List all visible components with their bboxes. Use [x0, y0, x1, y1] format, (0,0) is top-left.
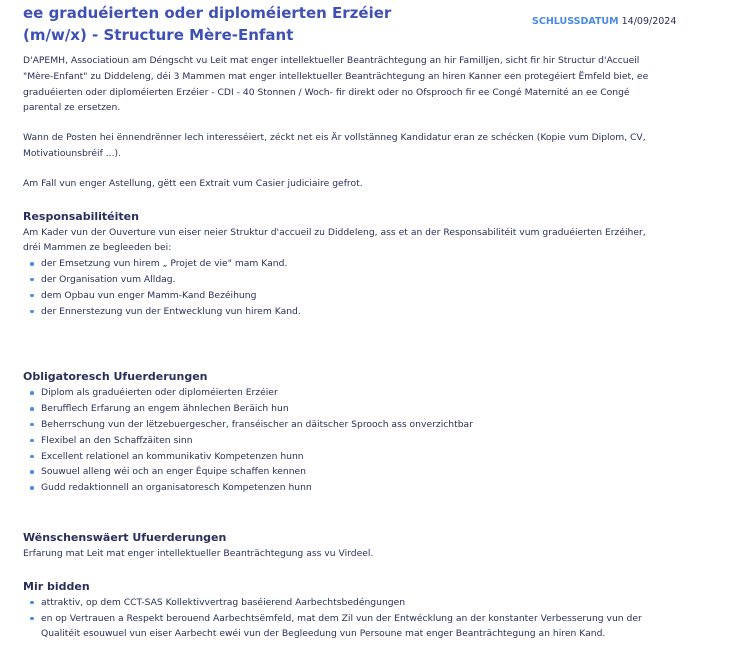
list-item: dem Opbau vun enger Mamm-Kand Bezéihung [23, 288, 663, 304]
bullet-icon [30, 262, 34, 266]
responsibilities-text: Am Kader vun der Ouverture vun eiser neier Struktur d'accueil zu Diddeleng, ass et an der Responsabilitéit vum graduéierten Erzéiher, dréi Mammen ze begleeden bei: [23, 226, 646, 254]
bullet-icon [30, 391, 34, 395]
list-item: der Ennerstezung vun der Entwecklung vun hirem Kand. [23, 304, 663, 320]
requirements-list [23, 385, 663, 496]
list-item: Souwuel alleng wéi och an enger Équipe schaffen kennen [23, 464, 663, 480]
list-item: der Organisation vum Alldag. [23, 272, 663, 288]
list-item: Flexibel an den Schaffzäiten sinn [23, 433, 663, 449]
list-item: Excellent relationel an kommunikativ Kompetenzen hunn [23, 449, 663, 465]
list-item: en op Vertrauen a Respekt berouend Aarbechtsëmfeld, mat dem Zil vun der Entwécklung an der konstanter Verbesserung vun der Qualitéit esouwuel vun eiser Aarbecht ewéi vun der Begleedung vun Persoune mat enger Beanträchtegung an hiren Kand. [23, 611, 663, 643]
requirements-heading: Obligatoresch Ufuerderungen [23, 370, 208, 384]
bullet-icon [30, 455, 34, 459]
deadline-label: SCHLUSSDATUM [532, 16, 619, 27]
desired-heading: Wënschenswäert Ufuerderungen [23, 530, 227, 544]
bullet-icon [30, 439, 34, 443]
list-item: attraktiv, op dem CCT-SAS Kollektivvertrag baséierend Aarbechtsbedéngungen [23, 595, 663, 611]
list-item: der Emsetzung vun hirem „ Projet de vie" mam Kand. [23, 256, 663, 272]
deadline-value: 14/09/2024 [621, 16, 677, 27]
bullet-icon [30, 601, 34, 605]
job-title-line-1: ee graduéierten oder diploméierten Erzéier [23, 4, 392, 22]
deadline [532, 16, 676, 27]
bullet-icon [30, 407, 34, 411]
offer-heading: Mir bidden [23, 579, 90, 593]
list-item: Beherrschung vun der lëtzebuergescher, franséischer an däitscher Sprooch ass onverzichtbar [23, 417, 663, 433]
responsibilities-heading: Responsabilitéiten [23, 209, 139, 223]
bullet-icon [30, 310, 34, 314]
responsibilities-list [23, 256, 663, 319]
list-item: Gudd redaktionnell an organisatoresch Kompetenzen hunn [23, 480, 663, 496]
list-item: Berufflech Erfarung an engem ähnlechen Beräich hun [23, 401, 663, 417]
bullet-icon [30, 470, 34, 474]
bullet-icon [30, 294, 34, 298]
intro-paragraph-1: D'APEMH, Associatioun am Déngscht vu Leit mat enger intellektueller Beanträchtegung an hir Familljen, sicht fir hir Structur d'Accueil "Mère-Enfant" zu Diddeleng, déi 3 Mammen mat enger intellektueller Beanträchtegung an hiren Kanner een protegéiert Ëmfeld biet, ee graduéierten oder diploméierten Erzéier - CDI - 40 Stonnen / Woch- fir direkt oder no Ofsprooch fir ee Congé Maternité an ee Congé parental ze ersetzen. [23, 55, 649, 114]
bullet-icon [30, 278, 34, 282]
job-title [23, 2, 503, 46]
intro-paragraph-3: Am Fall vun enger Astellung, gëtt een Extrait vum Casier judiciaire gefrot. [23, 177, 363, 189]
bullet-icon [30, 617, 34, 621]
intro-paragraph-2: Wann de Posten hei ënnendrënner lech interesséiert, zéckt net eis Är vollstänneg Kandidatur eran ze schécken (Kopie vum Diplom, CV, Motivatiounsbréif ...). [23, 132, 646, 159]
offer-list [23, 595, 663, 642]
list-item: Diplom als graduéierten oder diploméierten Erzéier [23, 385, 663, 401]
job-title-line-2: (m/w/x) - Structure Mère-Enfant [23, 26, 294, 44]
bullet-icon [30, 486, 34, 490]
job-description [23, 53, 663, 642]
bullet-icon [30, 423, 34, 427]
desired-text: Erfarung mat Leit mat enger intellektueller Beanträchtegung ass vu Virdeel. [23, 547, 374, 559]
